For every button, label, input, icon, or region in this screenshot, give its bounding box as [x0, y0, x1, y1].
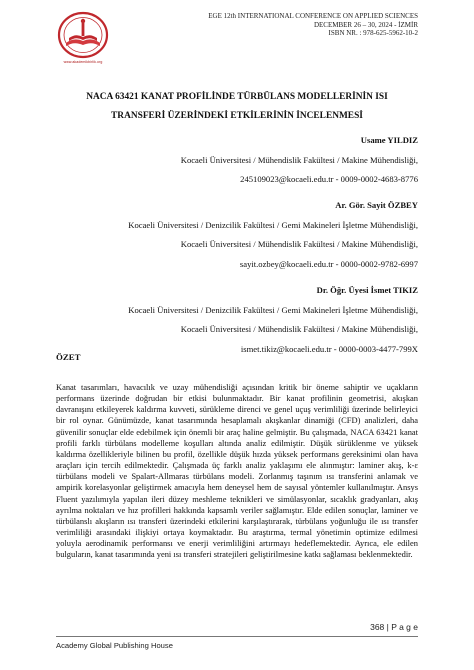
publisher-name: Academy Global Publishing House: [56, 641, 173, 650]
author-name: Ar. Gör. Sayit ÖZBEY: [335, 200, 418, 210]
academy-logo-icon: [56, 10, 110, 60]
title-line: NACA 63421 KANAT PROFİLİNDE TÜRBÜLANS MODELLERİNİN ISI: [86, 92, 388, 102]
conference-info: [208, 12, 418, 38]
author-name: Usame YILDIZ: [360, 135, 418, 145]
author-block: [128, 196, 418, 274]
abstract-body: [56, 382, 418, 561]
author-name: Dr. Öğr. Üyesi İsmet TIKIZ: [316, 285, 418, 295]
title-line: TRANSFERİ ÜZERİNDEKİ ETKİLERİNİN İNCELENMESİ: [111, 111, 363, 121]
paper-title: [56, 88, 418, 126]
abstract-heading: ÖZET: [56, 352, 81, 362]
abstract-paragraph: Kanat tasarımları, havacılık ve uzay mühendisliği açısından kritik bir öneme sahiptir ve uçakların performans üzerinde doğrudan bir etkisi bulunmaktadır. Bir kanat profilinin geometrisi, akışkan davranışını etkileyerek kaldırma kuvveti, sürükleme direnci ve genel uçuş verimliliği üzerinde belirleyici bir rol oynar. Günümüzde, kanat tasarımında hesaplamalı akışkanlar dinamiği (CFD) analizleri, daha güvenilir sonuçlar elde edebilmek için önemli bir araç haline gelmiştir. Bu çalışmada, NACA 63421 kanat profili farklı türbülans modelleme koşulları altında analiz edilmiştir. Düşük sürüklenme ve yüksek kaldırma özellikleriyle bilinen bu profil, özellikle düşük hızda yüksek performans gereksinimi olan hava araçları için tercih edilmektedir. Çalışmada üç farklı analiz yaklaşımı ele alınmıştır: laminer akış, k-ε türbülans modeli ve Spalart-Allmaras türbülans modeli. Zorlanmış taşınım ısı transferini anlamak ve ampirik korelasyonlar geliştirmek amacıyla hem deneysel hem de sayısal yöntemler kullanılmıştır. Ansys Fluent yazılımıyla yapılan ileri düzey meshleme teknikleri ve simülasyonlar, sıcaklık gradyanları, akış ayrılma noktaları ve hız profilleri hakkında kapsamlı veriler sağlamıştır. Elde edilen sonuçlar, laminer ve türbülanslı akışların ısı transferi üzerindeki etkilerini karşılaştırarak, türbülans yoğunluğu ile ısı transfer verimliliği arasındaki ilişkiyi ortaya koymaktadır. Bu araştırma, termal yönetimin optimize edilmesi yoluyla aerodinamik performansı ve enerji verimliliğini artırmayı hedeflemektedir. Ayrıca, ele edilen bulguların, kanat tasarımında yeni ısı transferi stratejileri geliştirilmesine katkı sağlaması beklenmektedir.: [56, 382, 418, 560]
author-block: [128, 281, 418, 359]
author-affiliation: Kocaeli Üniversitesi / Denizcilik Fakültesi / Gemi Makineleri İşletme Mühendisliği,: [128, 304, 418, 315]
author-affiliation: Kocaeli Üniversitesi / Mühendislik Fakültesi / Makine Mühendisliği,: [180, 154, 418, 165]
conference-dates: DECEMBER 26 – 30, 2024 - İZMİR: [313, 20, 418, 29]
author-affiliation: Kocaeli Üniversitesi / Denizcilik Fakültesi / Gemi Makineleri İşletme Mühendisliği,: [128, 219, 418, 230]
author-affiliation: Kocaeli Üniversitesi / Mühendislik Fakültesi / Makine Mühendisliği,: [180, 239, 418, 249]
conference-name: EGE 12th INTERNATIONAL CONFERENCE ON APPLIED SCIENCES: [208, 12, 418, 20]
page-number: 368 | P a g e: [370, 622, 418, 632]
footer-divider: [56, 636, 418, 637]
logo-caption: www.akademikbirlik.org: [63, 60, 103, 64]
conference-logo: [56, 10, 110, 60]
conference-isbn: ISBN NR. : 978-625-5962-10-2: [328, 29, 418, 38]
author-contact: 245109023@kocaeli.edu.tr - 0009-0002-4683-8776: [240, 174, 418, 184]
author-contact: sayit.ozbey@kocaeli.edu.tr - 0000-0002-9782-6997: [239, 258, 418, 269]
author-block: [181, 131, 418, 190]
author-contact: ismet.tikiz@kocaeli.edu.tr - 0000-0003-4477-799X: [240, 343, 418, 354]
author-affiliation: Kocaeli Üniversitesi / Mühendislik Fakültesi / Makine Mühendisliği,: [180, 324, 418, 334]
